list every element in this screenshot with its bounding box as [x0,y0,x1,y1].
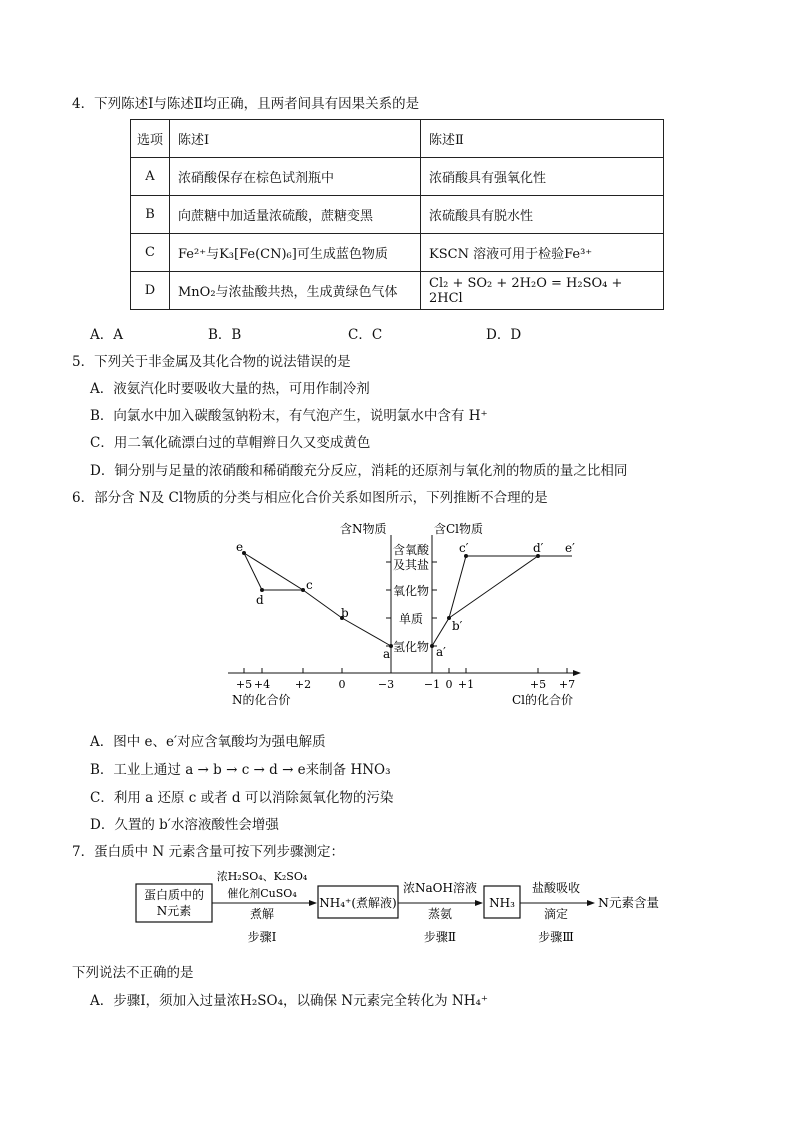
q5-option-c[interactable]: C．用二氧化硫漂白过的草帽辫日久又变成黄色 [90,435,371,451]
table-cell: 向蔗糖中加适量浓硫酸，蔗糖变黑 [170,196,421,234]
category-label: 单质 [398,612,424,626]
table-cell: Cl₂ + SO₂ + 2H₂O = H₂SO₄ + 2HCl [421,272,664,310]
q5-option-a[interactable]: A．液氨汽化时要吸收大量的热，可用作制冷剂 [90,381,370,397]
q4-stem: 4．下列陈述Ⅰ与陈述Ⅱ均正确，且两者间具有因果关系的是 [72,96,420,112]
flow-box-text: NH₄⁺(煮解液) [319,896,397,910]
category-label: 氧化物 [392,584,430,598]
flow-box-text: NH₃ [489,896,515,910]
flow-step-label: 步骤Ⅱ [423,930,457,944]
flow-arrow-label: 浓NaOH溶液 [403,881,477,895]
q4-choice-a[interactable]: A．A [90,327,123,343]
point-a-prime [430,644,434,648]
q5-option-d[interactable]: D．铜分别与足量的浓硝酸和稀硝酸充分反应，消耗的还原剂与氧化剂的物质的量之比相同 [90,463,628,479]
flow-arrow-label: 浓H₂SO₄、K₂SO₄ [216,870,308,883]
point-label: e′ [565,541,575,555]
n-tick-label: +5 [235,678,253,691]
point-label: b [341,606,349,620]
q6-option-d[interactable]: D．久置的 b′水溶液酸性会增强 [90,817,279,833]
table-cell: D [131,272,170,310]
n-title: 含N物质 [340,522,387,536]
table-header-cell: 选项 [131,120,170,158]
flow-box-text: N元素 [156,904,192,918]
point-label: a′ [436,645,446,659]
point-label: e [236,540,244,554]
point-label: d [256,593,264,607]
q6-stem: 6．部分含 N及 Cl物质的分类与相应化合价关系如图所示，下列推断不合理的是 [72,490,548,506]
table-cell: KSCN 溶液可用于检验Fe³⁺ [421,234,664,272]
point-c [301,588,305,592]
flow-step-label: 步骤Ⅰ [247,930,277,944]
cl-axis-label: Cl的化合价 [512,693,574,707]
flow-result: N元素含量 [598,895,659,910]
table-header-cell: 陈述Ⅰ [170,120,421,158]
table-cell: MnO₂与浓盐酸共热，生成黄绿色气体 [170,272,421,310]
q6-option-b[interactable]: B．工业上通过 a → b → c → d → e来制备 HNO₃ [90,762,391,778]
cl-tick-label: +1 [457,678,475,691]
flow-arrow-label: 蒸氨 [427,907,453,921]
n-tick-label: +2 [294,678,312,691]
flow-arrow-label: 煮解 [249,907,275,921]
q4-choice-d[interactable]: D．D [486,327,522,343]
flow-arrow-label: 盐酸吸收 [531,881,581,895]
point-label: a [383,647,391,661]
flow-arrow-label: 催化剂CuSO₄ [227,887,297,900]
point-label: c′ [459,541,469,555]
q5-stem: 5．下列关于非金属及其化合物的说法错误的是 [72,354,351,370]
q7-stem: 7．蛋白质中 N 元素含量可按下列步骤测定： [72,844,344,860]
category-label: 及其盐 [392,558,430,572]
cl-tick-label: +7 [558,678,576,691]
n-axis-label: N的化合价 [232,693,291,707]
table-cell: A [131,158,170,196]
flow-step-label: 步骤Ⅲ [538,930,574,944]
q6-option-a[interactable]: A．图中 e、e′对应含氧酸均为强电解质 [90,734,326,750]
table-cell: 浓硫酸具有脱水性 [421,196,664,234]
n-tick-label: −3 [377,678,395,691]
cl-tick-label: −1 [423,678,441,691]
table-cell: 浓硝酸保存在棕色试剂瓶中 [170,158,421,196]
q7-sub-stem: 下列说法不正确的是 [72,965,194,981]
point-b-prime [447,616,451,620]
table-cell: C [131,234,170,272]
category-label: 氢化物 [392,640,430,654]
category-label: 含氧酸 [392,543,430,557]
cl-tick-label: 0 [445,678,453,691]
flow-box-text: 蛋白质中的 [143,888,205,902]
q4-choice-b[interactable]: B．B [208,327,242,343]
cl-tick-label: +5 [529,678,547,691]
flow-arrow-label: 滴定 [543,907,569,921]
n-tick-label: +4 [253,678,271,691]
point-label: d′ [533,541,544,555]
q4-choice-c[interactable]: C．C [348,327,383,343]
point-label: c [306,578,313,592]
table-cell: B [131,196,170,234]
q6-option-c[interactable]: C．利用 a 还原 c 或者 d 可以消除氮氧化物的污染 [90,790,394,806]
n-tick-label: 0 [338,678,346,691]
point-label: b′ [452,619,463,633]
q7-option-a[interactable]: A．步骤Ⅰ，须加入过量浓H₂SO₄，以确保 N元素完全转化为 NH₄⁺ [90,993,489,1009]
point-d [260,588,264,592]
table-cell: Fe²⁺与K₃[Fe(CN)₆]可生成蓝色物质 [170,234,421,272]
table-header-cell: 陈述Ⅱ [421,120,664,158]
table-cell: 浓硝酸具有强氧化性 [421,158,664,196]
cl-title: 含Cl物质 [434,522,484,536]
q5-option-b[interactable]: B．向氯水中加入碳酸氢钠粉末，有气泡产生，说明氯水中含有 H⁺ [90,408,488,424]
